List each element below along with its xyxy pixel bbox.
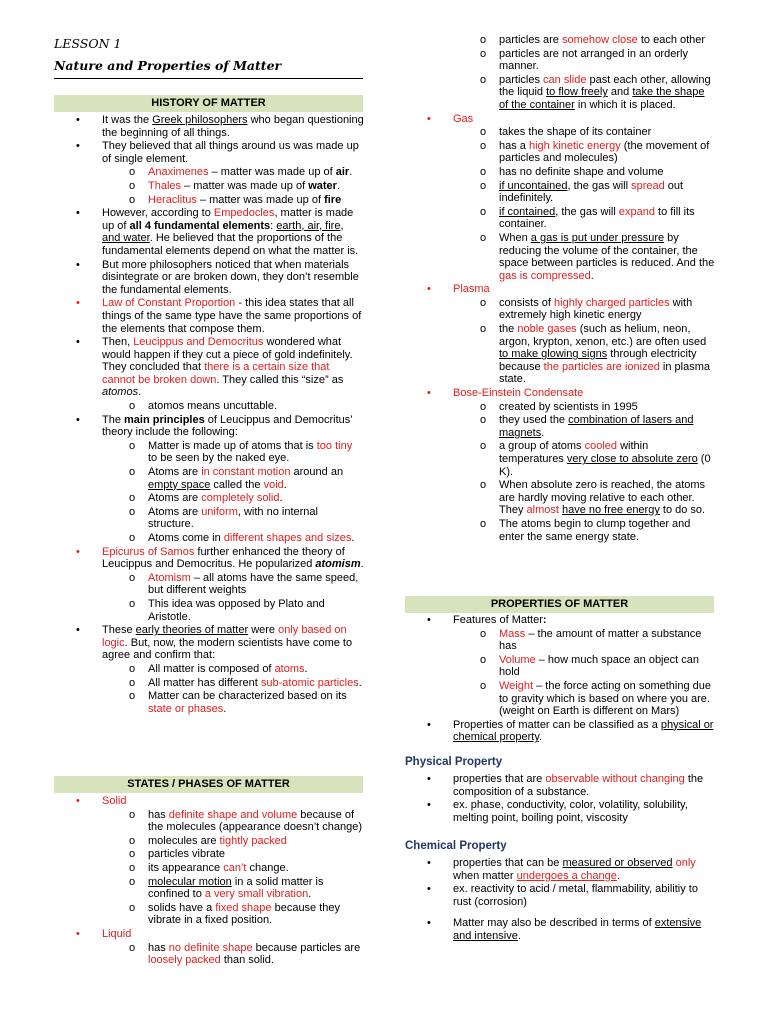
list-item: • Gas [405, 113, 715, 126]
list-item: o molecular motion in a solid matter is confined to a very small vibration. [54, 876, 364, 901]
list-item: o This idea was opposed by Plato and Aristotle. [54, 598, 364, 623]
list-item: o When absolute zero is reached, the atoms are hardly moving relative to each other. They almost have no free energy to do so. [405, 479, 715, 517]
list-item: • ex. reactivity to acid / metal, flammability, abilitiy to rust (corrosion) [405, 883, 715, 908]
history-list [54, 114, 364, 716]
list-item: o if uncontained, the gas will spread out indefinitely. [405, 180, 715, 205]
list-item: o Weight – the force acting on something due to gravity which is based on where you are. (weight on Earth is different on Mars) [405, 680, 715, 718]
list-item: • They believed that all things around us was made up of single element. [54, 140, 364, 165]
list-item: • Matter may also be described in terms of extensive and intensive. [405, 917, 715, 942]
list-item: • It was the Greek philosophers who began questioning the beginning of all things. [54, 114, 364, 139]
list-item: o consists of highly charged particles with extremely high kinetic energy [405, 297, 715, 322]
list-item: o has definite shape and volume because of the molecules (appearance doesn’t change) [54, 809, 364, 834]
list-item: o if contained, the gas will expand to fill its container. [405, 206, 715, 231]
list-item: o particles are somehow close to each other [405, 34, 715, 47]
list-item: • Properties of matter can be classified as a physical or chemical property. [405, 719, 715, 744]
history-heading: HISTORY OF MATTER [54, 95, 363, 112]
list-item: o molecules are tightly packed [54, 835, 364, 848]
list-item: • Law of Constant Proportion - this idea states that all things of the same type have the same proportions of the elements that compose them. [54, 297, 364, 335]
list-item: o particles are not arranged in an orderly manner. [405, 48, 715, 73]
list-item: • properties that are observable without changing the composition of a substance. [405, 773, 715, 798]
list-item: • Liquid [54, 928, 364, 941]
list-item: o Atoms come in different shapes and sizes. [54, 532, 364, 545]
list-item: o atomos means uncuttable. [54, 400, 364, 413]
list-item: o takes the shape of its container [405, 126, 715, 139]
states-list [54, 795, 364, 968]
list-item: o Heraclitus – matter was made up of fire [54, 194, 364, 207]
chemical-list [405, 857, 715, 944]
lesson-label: LESSON 1 [54, 36, 122, 51]
list-item: • Epicurus of Samos further enhanced the theory of Leucippus and Democritus. He popularized atomism. [54, 546, 364, 571]
list-item: • But more philosophers noticed that when materials disintegrate or are broken down, they don’t resemble the fundamental elements. [54, 259, 364, 297]
list-item: o has no definite shape because particles are loosely packed than solid. [54, 942, 364, 967]
list-item: o particles can slide past each other, allowing the liquid to flow freely and take the shape of the container in which it is placed. [405, 74, 715, 112]
list-item: o has no definite shape and volume [405, 166, 715, 179]
list-item: o a group of atoms cooled within temperatures very close to absolute zero (0 K). [405, 440, 715, 478]
list-item: o solids have a fixed shape because they vibrate in a fixed position. [54, 902, 364, 927]
list-item: • ex. phase, conductivity, color, volatility, solubility, melting point, boiling point, viscosity [405, 799, 715, 824]
list-item: • Plasma [405, 283, 715, 296]
title-rule [54, 78, 363, 79]
list-item: o they used the combination of lasers and magnets. [405, 414, 715, 439]
list-item: o Atoms are uniform, with no internal structure. [54, 506, 364, 531]
list-item: o Atoms are in constant motion around an empty space called the void. [54, 466, 364, 491]
list-item: o Matter is made up of atoms that is too tiny to be seen by the naked eye. [54, 440, 364, 465]
list-item: o All matter has different sub-atomic particles. [54, 677, 364, 690]
list-item: • Features of Matter: [405, 614, 715, 627]
list-item: o Atoms are completely solid. [54, 492, 364, 505]
states-heading: STATES / PHASES OF MATTER [54, 776, 363, 793]
list-item: • Solid [54, 795, 364, 808]
list-item: o the noble gases (such as helium, neon, argon, krypton, xenon, etc.) are often used to make glowing signs through electricity because the particles are ionized in plasma state. [405, 323, 715, 386]
list-item: o Mass – the amount of matter a substance has [405, 628, 715, 653]
list-item: • However, according to Empedocles, matter is made up of all 4 fundamental elements: earth, air, fire, and water. He believed that the proportions of the fundamental elements depend on what the matter is. [54, 207, 364, 257]
list-item: • Bose-Einstein Condensate [405, 387, 715, 400]
list-item: o The atoms begin to clump together and enter the same energy state. [405, 518, 715, 543]
list-item: o particles vibrate [54, 848, 364, 861]
liquid-continued-list [405, 34, 715, 544]
physical-property-heading: Physical Property [405, 756, 503, 768]
list-item: o All matter is composed of atoms. [54, 663, 364, 676]
list-item: o its appearance can’t change. [54, 862, 364, 875]
properties-heading: PROPERTIES OF MATTER [405, 596, 714, 613]
list-item: o Matter can be characterized based on its state or phases. [54, 690, 364, 715]
list-item: • Then, Leucippus and Democritus wondered what would happen if they cut a piece of gold indefinitely. They concluded that there is a certain size that cannot be broken down. They called this “size” as atomos. [54, 336, 364, 399]
list-item: o Thales – matter was made up of water. [54, 180, 364, 193]
doc-title: Nature and Properties of Matter [54, 58, 282, 73]
list-item: • These early theories of matter were only based on logic. But, now, the modern scientists have come to agree and confirm that: [54, 624, 364, 662]
list-item: o Volume – how much space an object can hold [405, 654, 715, 679]
list-item: o created by scientists in 1995 [405, 401, 715, 414]
list-item: o Anaximenes – matter was made up of air. [54, 166, 364, 179]
list-item: o When a gas is put under pressure by reducing the volume of the container, the space between particles is reduced. And the gas is compressed. [405, 232, 715, 282]
physical-list [405, 773, 715, 825]
chemical-property-heading: Chemical Property [405, 840, 507, 852]
list-item: • The main principles of Leucippus and Democritus’ theory include the following: [54, 414, 364, 439]
list-item: o Atomism – all atoms have the same speed, but different weights [54, 572, 364, 597]
list-item: o has a high kinetic energy (the movement of particles and molecules) [405, 140, 715, 165]
list-item: • properties that can be measured or observed only when matter undergoes a change. [405, 857, 715, 882]
properties-list [405, 614, 715, 745]
